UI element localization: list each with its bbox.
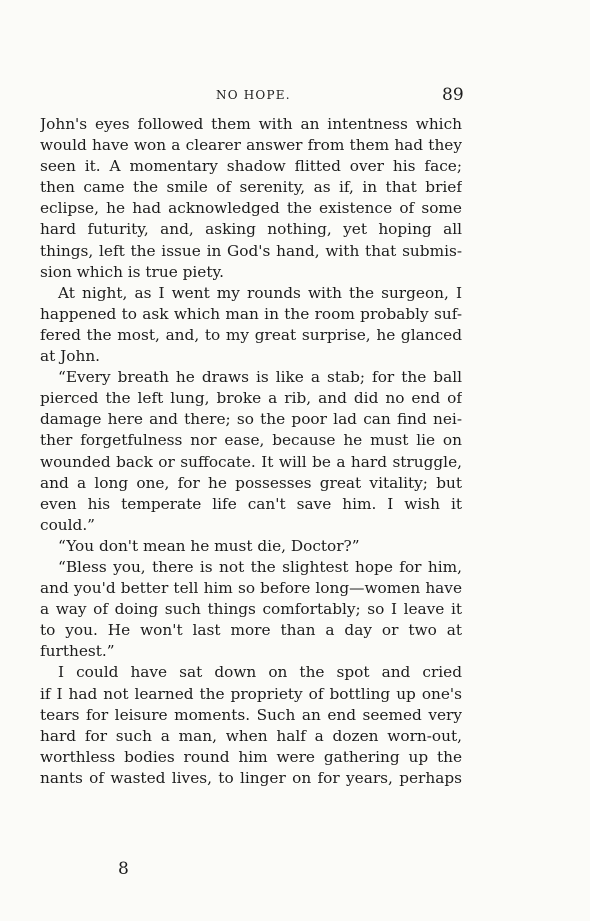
text-line: furthest.” <box>40 642 115 661</box>
text-line: damage here and there; so the poor lad can find nei- <box>40 410 462 429</box>
text-line: wounded back or suffocate. It will be a hard struggle, <box>40 452 462 471</box>
text-line: hard futurity, and, asking nothing, yet hoping all <box>40 220 462 239</box>
text-line: and a long one, for he possesses great vitality; but <box>40 473 462 492</box>
text-line: “Bless you, there is not the slightest hope for him, <box>58 557 462 576</box>
text-line: would have won a clearer answer from them had they <box>40 136 462 155</box>
text-line: “You don't mean he must die, Doctor?” <box>58 536 360 555</box>
text-line: John's eyes followed them with an intentness which <box>40 115 462 133</box>
text-line: seen it. A momentary shadow flitted over his face; <box>40 157 462 176</box>
text-line: then came the smile of serenity, as if, in that brief <box>40 178 462 197</box>
text-line: could.” <box>40 515 95 534</box>
text-line: and you'd better tell him so before long—women have <box>40 579 462 598</box>
text-line: ther forgetfulness nor ease, because he must lie on <box>40 431 462 450</box>
text-line: hard for such a man, when half a dozen worn-out, <box>40 726 462 745</box>
page-number: 89 <box>442 85 464 105</box>
text-line: at John. <box>40 347 101 366</box>
signature-mark: 8 <box>118 859 129 879</box>
running-title: NO HOPE. <box>216 88 291 102</box>
page-header <box>0 85 590 109</box>
text-line: a way of doing such things comfortably; so I leave it <box>40 600 462 619</box>
text-line: worthless bodies round him were gathering up the <box>40 747 462 766</box>
text-line: fered the most, and, to my great surprise, he glanced <box>40 325 462 344</box>
text-line: happened to ask which man in the room probably suf- <box>40 304 462 323</box>
text-line: to you. He won't last more than a day or two at <box>40 621 462 640</box>
text-line: pierced the left lung, broke a rib, and did no end of <box>40 389 462 408</box>
text-line: sion which is true piety. <box>40 262 224 281</box>
text-line: if I had not learned the propriety of bottling up one's <box>40 684 462 703</box>
text-line: eclipse, he had acknowledged the existence of some <box>40 199 462 218</box>
body-text <box>40 114 462 789</box>
text-line: I could have sat down on the spot and cried <box>58 663 462 682</box>
text-line: At night, as I went my rounds with the surgeon, I <box>58 283 462 302</box>
text-line: things, left the issue in God's hand, with that submis- <box>40 241 462 260</box>
text-line: “Every breath he draws is like a stab; for the ball <box>58 368 462 387</box>
text-line: even his temperate life can't save him. I wish it <box>40 494 462 513</box>
text-line: nants of wasted lives, to linger on for years, perhaps <box>40 768 462 787</box>
text-line: tears for leisure moments. Such an end seemed very <box>40 705 462 724</box>
